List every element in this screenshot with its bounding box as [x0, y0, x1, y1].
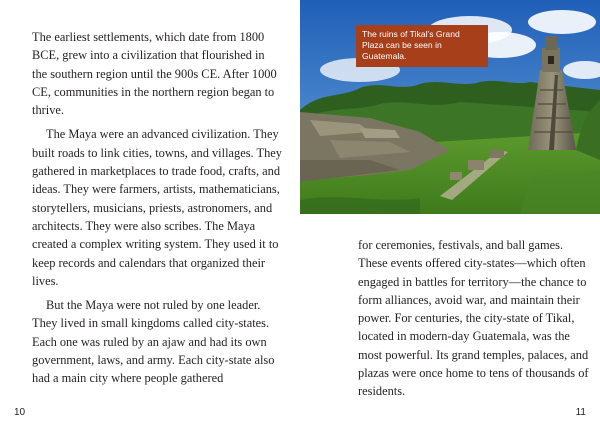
page-number-left: 10 — [14, 407, 26, 418]
body-paragraph: But the Maya were not ruled by one leader. They lived in small kingdoms called city-states. Each one was ruled by an ajaw and had its own government, laws, and army. Each city-state also had a main city where people gathered — [32, 298, 275, 386]
left-text-column — [32, 28, 282, 394]
right-text-column — [358, 236, 594, 407]
body-paragraph: The Maya were an advanced civilization. They built roads to link cities, towns, and villages. They gathered in marketplaces to trade food, crafts, and ideas. They were farmers, artists, mathematicians, storytellers, musicians, priests, astronomers, and architects. They were also scribes. The Maya created a complex writing system. They used it to keep records and calendars that organized their lives. — [32, 127, 282, 288]
body-paragraph: for ceremonies, festivals, and ball games. These events offered city-states—which often engaged in battles for territory—the chance to form alliances, avoid war, and maintain their power. For centuries, the city-state of Tikal, located in modern-day Guatemala, was the most powerful. Its grand temples, palaces, and plazas were once home to tens of thousands of residents. — [358, 238, 589, 399]
tikal-plaza-photo — [300, 0, 600, 214]
photo-caption: The ruins of Tikal’s Grand Plaza can be seen in Guatemala. — [356, 25, 488, 67]
body-paragraph: The earliest settlements, which date from 1800 BCE, grew into a civilization that flourished in the southern region until the 900s CE. After 1000 CE, communities in the northern region began to thrive. — [32, 30, 277, 118]
page-number-right: 11 — [575, 407, 586, 418]
right-page — [300, 0, 600, 428]
